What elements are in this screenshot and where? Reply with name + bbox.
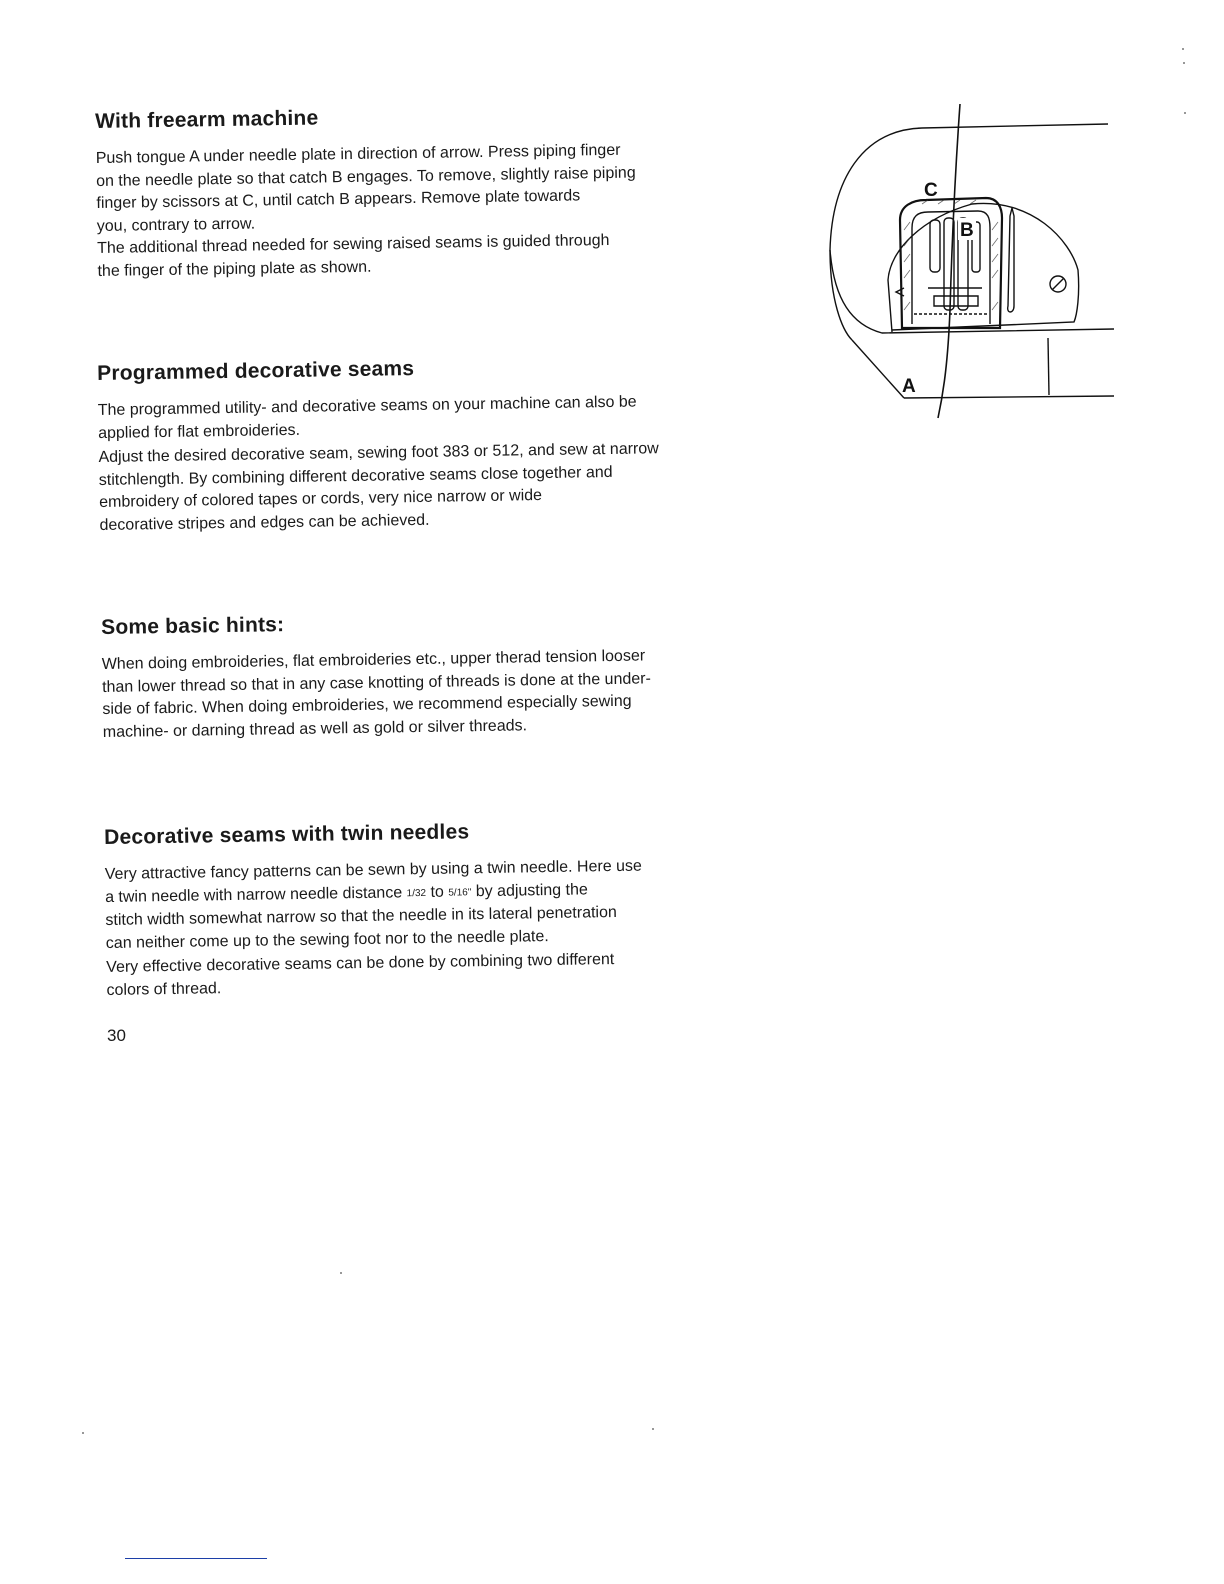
label-b: B xyxy=(960,220,974,241)
section-twin-needles xyxy=(104,818,644,1002)
heading-basic-hints: Some basic hints: xyxy=(101,613,285,639)
scan-speck xyxy=(1183,62,1185,64)
section-basic-hints xyxy=(101,607,652,744)
bottom-rule xyxy=(125,1558,267,1559)
heading-programmed-decorative-seams: Programmed decorative seams xyxy=(97,357,415,385)
paragraph xyxy=(105,856,644,955)
paragraph xyxy=(98,391,659,445)
scan-speck xyxy=(1182,48,1184,50)
paragraph xyxy=(106,949,644,1002)
label-a: A xyxy=(902,376,916,397)
text-line: side of fabric. When doing embroideries, we recommend especially sewing xyxy=(102,692,632,718)
scan-speck xyxy=(1184,112,1186,114)
fraction-needle-distance-max: 5/16" xyxy=(448,886,472,899)
text-line: stitchlength. By combining different decorative seams close together and xyxy=(98,463,613,489)
heading-twin-needles: Decorative seams with twin needles xyxy=(104,820,470,849)
text-line: than lower thread so that in any case knotting of threads is done at the under- xyxy=(101,669,651,696)
text-fragment: by adjusting the xyxy=(471,880,588,900)
text-line: embroidery of colored tapes or cords, very nice narrow or wide xyxy=(99,487,543,511)
text-line: When doing embroideries, flat embroideries etc., upper therad tension looser xyxy=(101,647,646,673)
piping-plate-illustration xyxy=(822,100,1122,430)
paragraph xyxy=(98,438,660,537)
fraction-needle-distance-min: 1/32 xyxy=(406,887,427,899)
text-fragment: to xyxy=(425,883,449,901)
text-line: you, contrary to arrow. xyxy=(96,215,256,235)
paragraph xyxy=(96,140,637,238)
text-line: finger by scissors at C, until catch B appears. Remove plate towards xyxy=(96,187,581,212)
heading-freearm-machine: With freearm machine xyxy=(95,106,319,133)
text-fragment: a twin needle with narrow needle distance xyxy=(104,883,407,906)
scan-speck xyxy=(652,1428,654,1430)
text-line: colors of thread. xyxy=(106,979,222,999)
text-line: Adjust the desired decorative seam, sewing foot 383 or 512, and sew at narrow xyxy=(98,440,659,466)
text-line: decorative stripes and edges can be achieved. xyxy=(99,511,430,534)
page-number: 30 xyxy=(107,1026,126,1045)
scan-speck xyxy=(82,1432,84,1434)
text-line: the finger of the piping plate as shown. xyxy=(97,258,372,280)
paragraph xyxy=(102,645,652,744)
section-programmed-decorative-seams xyxy=(97,353,660,537)
scan-speck xyxy=(340,1272,342,1274)
section-freearm-machine xyxy=(95,102,637,283)
text-line: stitch width somewhat narrow so that the needle in its lateral penetration xyxy=(105,903,617,929)
text-line: can neither come up to the sewing foot nor to the needle plate. xyxy=(105,927,549,952)
label-c: C xyxy=(924,180,938,201)
text-line: on the needle plate so that catch B engages. To remove, slightly raise piping xyxy=(95,164,636,190)
text-line: machine- or darning thread as well as gold or silver threads. xyxy=(102,716,528,741)
text-line: The additional thread needed for sewing raised seams is guided through xyxy=(97,231,610,257)
paragraph xyxy=(97,230,637,283)
text-line: Push tongue A under needle plate in direction of arrow. Press piping finger xyxy=(95,141,621,167)
text-line: applied for flat embroideries. xyxy=(97,421,301,442)
text-line: Very attractive fancy patterns can be sewn by using a twin needle. Here use xyxy=(104,857,643,883)
text-line: Very effective decorative seams can be done by combining two different xyxy=(106,951,615,976)
text-line: The programmed utility- and decorative seams on your machine can also be xyxy=(97,393,637,419)
